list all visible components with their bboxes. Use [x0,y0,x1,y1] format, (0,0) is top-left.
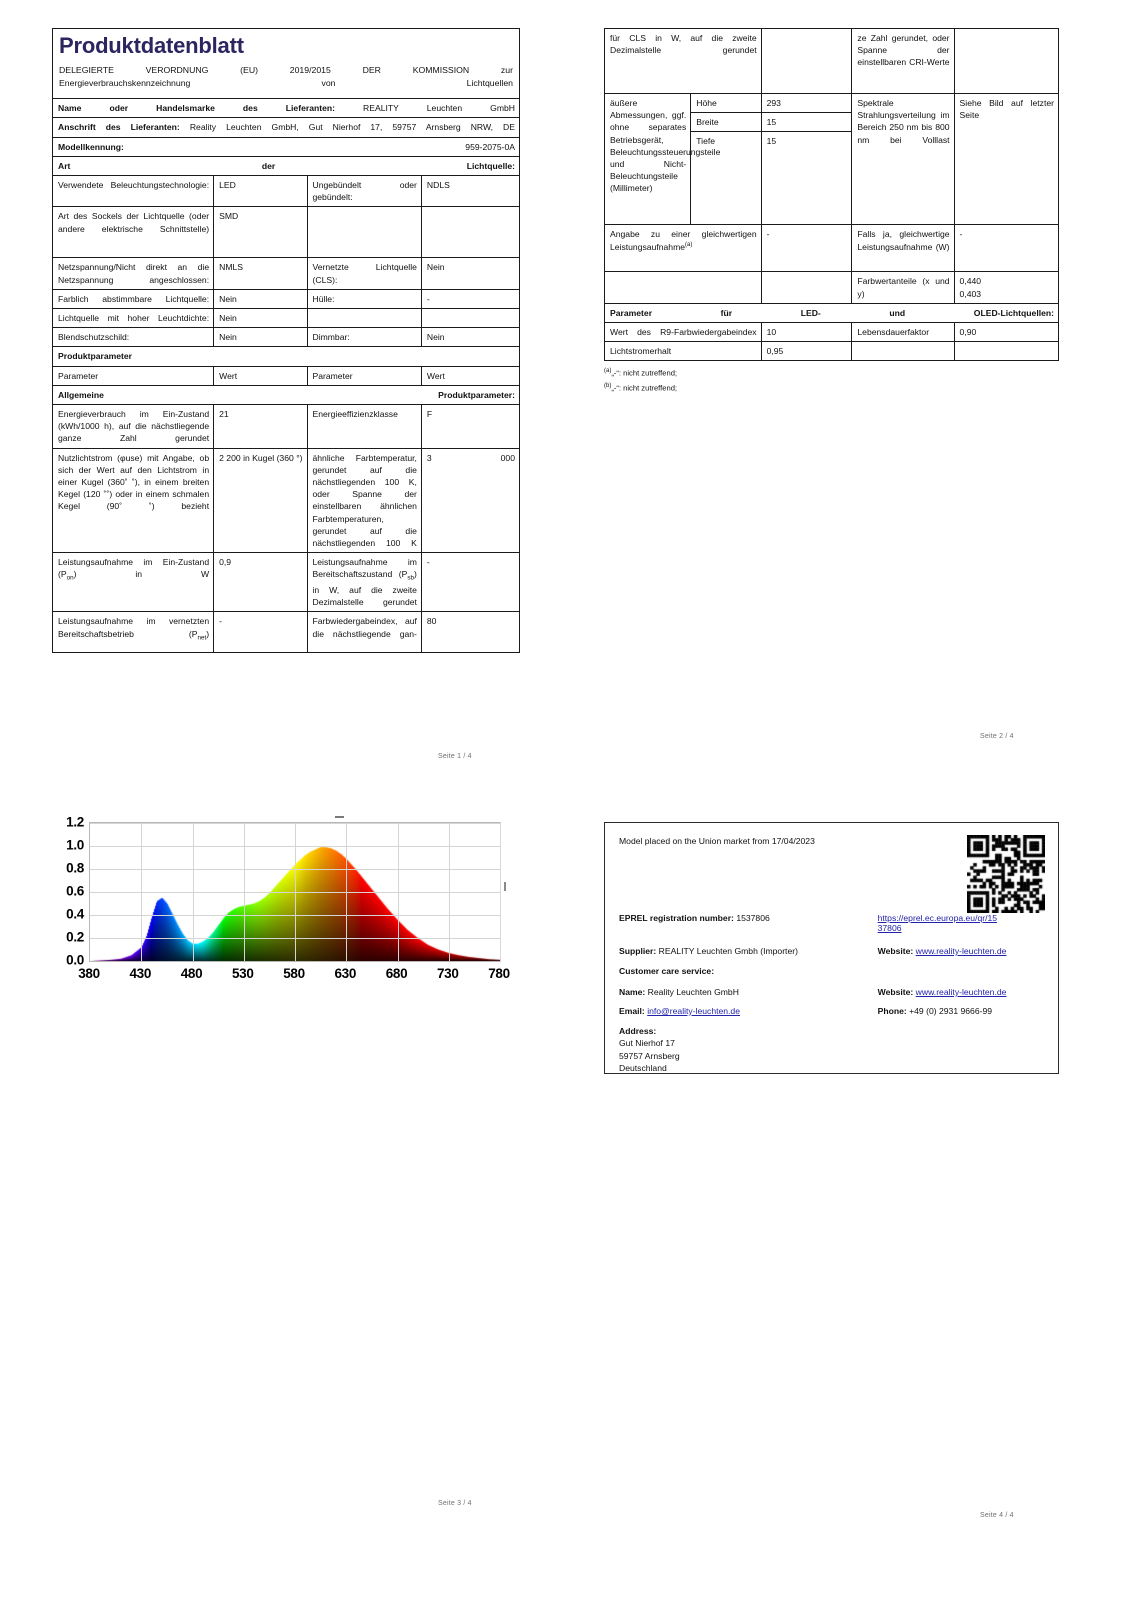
param-label: Nutzlichtstrom (φuse) mit Angabe, ob sich der Wert auf den Lichtstrom in einer Kugel (360˚ ˚), in einem breiten Kegel (120 ˚˚) oder in einem schmalen Kegel (90˚ ˚) bezieht [53,448,214,553]
product-datasheet-table-page1 [52,28,520,653]
dimension-name: Tiefe [691,132,761,225]
param-label: Dimmbar: [307,328,421,347]
table-row [53,612,520,653]
param-value: NDLS [421,175,519,206]
table-row-header [53,29,520,99]
name-group [619,987,878,997]
table-row [53,289,520,308]
param-label: Art des Sockels der Lichtquelle (oder andere elektrische Schnittstelle) [53,207,214,258]
table-row [605,94,1059,113]
param-label: Lichtquelle mit hoher Leuchtdichte: [53,308,214,327]
table-row [53,328,520,347]
table-row [605,323,1059,342]
document-subtitle [59,64,513,90]
x-axis-tick-label: 530 [231,966,254,981]
page-3 [52,812,520,1507]
dimension-value: 15 [761,132,852,225]
param-label: Energieeffizienzklasse [307,404,421,448]
subtitle-line-2: Energieverbrauchskennzeichnung von Lichtquellen [59,78,513,89]
table-row [53,207,520,258]
param-value-empty [761,272,852,303]
table-row-lightsource-header [53,156,520,175]
table-row-address [53,118,520,137]
param-value [421,308,519,327]
subtitle-line-1: DELEGIERTE VERORDNUNG (EU) 2019/2015 DER KOMMISSION zur [59,65,513,75]
param-label: Lebensdauerfaktor [852,323,954,342]
param-value: Nein [214,308,307,327]
section-allgemeine-produktparameter: Allgemeine Produktparameter: [53,385,520,404]
address-label: Anschrift des Lieferanten: [58,122,180,133]
footnote-b-marker: (b) [604,383,612,390]
param-value: 80 [421,612,519,653]
param-label: Verwendete Beleuchtungstechnologie: [53,175,214,206]
param-value [421,207,519,258]
dimension-value: 15 [761,113,852,132]
supplier-row [53,99,520,118]
param-value: NMLS [214,258,307,289]
param-value: Nein [214,289,307,308]
param-value: - [954,225,1058,272]
footnote-a [604,366,1059,381]
x-axis-tick-label: 780 [488,966,510,981]
model-label: Modellkennung: [58,141,124,152]
eprel-label: EPREL registration number: [619,912,734,923]
supplier-label: Supplier: [619,945,657,956]
table-row [53,258,520,289]
page-footer: Seite 2 / 4 [980,733,1014,740]
table-row-section [605,303,1059,322]
gridline-horizontal [90,869,500,870]
x-axis-tick-label: 480 [180,966,203,981]
gridline-horizontal [90,938,500,939]
param-label: Falls ja, gleichwertige Leistungsaufnahme (W) [852,225,954,272]
gridline-vertical [500,823,501,961]
section-produktparameter: Produktparameter [53,347,520,366]
param-value: Nein [214,328,307,347]
param-label: Energieverbrauch im Ein-Zustand (kWh/1000 h), auf die nächstliegende ganze Zahl gerundet [53,404,214,448]
table-row [53,404,520,448]
param-value: LED [214,175,307,206]
supplier-label: Name oder Handelsmarke des Lieferanten: [58,103,335,114]
chromaticity-x: 0,440 [959,276,982,287]
supplier-group [619,946,878,956]
model-value: 959-2075-0A [465,141,515,152]
email-label: Email: [619,1005,645,1016]
table-row-section [53,347,520,366]
param-label [307,308,421,327]
website-group [878,946,1044,956]
table-row [53,175,520,206]
param-value [761,29,852,94]
param-label [852,342,954,361]
param-value: 0,95 [761,342,852,361]
chromaticity-y: 0,403 [959,288,982,299]
param-value: Siehe Bild auf letzter Seite [954,94,1058,225]
param-label: Farbwiedergabeindex, auf die nächstliegende gan- [307,612,421,653]
x-axis-tick-label: 630 [334,966,357,981]
email-value[interactable]: info@reality-leuchten.de [647,1005,740,1016]
param-label: Blendschutzschild: [53,328,214,347]
table-row [53,308,520,327]
document-header-cell [53,29,520,99]
phone-label: Phone: [877,1005,907,1016]
param-label: ze Zahl gerundet, oder Spanne der einstellbaren CRI-Werte [852,29,954,94]
param-value: 2 200 in Kugel (360 °) [214,448,307,553]
param-label: für CLS in W, auf die zweite Dezimalstelle gerundet [605,29,762,94]
param-value: - [761,225,852,272]
dimensions-label: äußere Abmessungen, ggf. ohne separates Betriebsgerät, Beleuchtungssteuerungsteile und Nicht-Beleuchtungsteile (Millimeter) [605,94,691,225]
table-row [53,448,520,553]
customer-care-heading [619,965,1044,978]
param-label: Farbwertanteile (x und y) [852,272,954,303]
page-footer: Seite 3 / 4 [438,1500,472,1507]
page-2 [604,28,1059,740]
param-label: Leistungsaufnahme im Ein-Zustand $(P_{on})$ in W [53,553,214,612]
address-group [619,1025,1044,1075]
eprel-value: 1537806 [736,912,770,923]
param-value: 3 000 [421,448,519,553]
table-row-supplier [53,99,520,118]
address-row [53,118,520,137]
param-value: - [421,553,519,612]
param-label: Farblich abstimmbare Lichtquelle: [53,289,214,308]
website-value-2[interactable]: www.reality-leuchten.de [915,986,1007,997]
equivalent-power-label: Angabe zu einer gleichwertigen Leistungsaufnahme [610,229,757,252]
param-label: Ungebündelt oder gebündelt: [307,175,421,206]
param-value: 10 [761,323,852,342]
x-axis-tick-label: 580 [283,966,305,981]
section-led-parameter: Parameter für LED- und OLED-Lichtquellen: [605,303,1059,322]
param-value: 0,9 [214,553,307,612]
page-footer: Seite 1 / 4 [438,753,472,760]
param-value: 21 [214,404,307,448]
address-label: Address: [619,1025,657,1036]
y-axis-tick-label: 0.2 [66,929,84,945]
y-axis-tick-label: 0.8 [66,860,84,876]
param-value: - [421,289,519,308]
x-axis-tick-label: 380 [78,966,100,981]
page-footer: Seite 4 / 4 [980,1512,1014,1519]
param-value [954,342,1058,361]
y-axis-tick-label: 0.4 [66,906,84,922]
param-label-empty [605,272,762,303]
gridline-horizontal [90,915,500,916]
right-axis-tick [504,882,506,891]
website-group-2 [878,987,1044,997]
email-group [619,1006,878,1016]
address-value: Reality Leuchten GmbH, Gut Nierhof 17, 59757 Arnsberg NRW, DE [189,122,515,133]
supplier-value: REALITY Leuchten GmbH [363,103,515,114]
eprel-registration-group [619,913,878,933]
eprel-info-box [604,822,1059,1074]
product-datasheet-table-page2 [604,28,1059,361]
spectral-power-distribution-chart [52,812,510,987]
param-label: Hülle: [307,289,421,308]
param-label: Wert des R9-Farbwiedergabeindex [605,323,762,342]
eprel-link-line-2[interactable]: 37806 [877,922,902,933]
column-header-parameter: Parameter [53,366,214,385]
param-label: Leistungsaufnahme im vernetzten Bereitschaftsbetrieb $(P_{net})$ [53,612,214,653]
y-axis-tick-label: 1.2 [66,814,84,830]
page-4 [604,822,1059,1519]
param-value: SMD [214,207,307,258]
qr-code-icon [967,835,1045,913]
x-axis-tick-label: 680 [385,966,408,981]
table-row-model [53,137,520,156]
dimension-name: Breite [691,113,761,132]
phone-value: +49 (0) 2931 9666-99 [909,1005,993,1016]
column-header-parameter: Parameter [307,366,421,385]
table-row [605,272,1059,303]
market-placement-line: Model placed on the Union market from 17/04/2023 [619,836,815,846]
website-value[interactable]: www.reality-leuchten.de [915,945,1007,956]
page-1 [52,28,520,760]
table-row-columns [53,366,520,385]
column-header-wert: Wert [421,366,519,385]
model-row [53,137,520,156]
chart-plot-area [89,822,501,962]
website-label-2: Website: [877,986,914,997]
param-value [954,29,1058,94]
x-axis-tick-label: 730 [436,966,459,981]
footnote-a-marker: (a) [604,368,612,375]
param-value: - [214,612,307,653]
footnote-marker-a: (a) [685,241,693,248]
gridline-horizontal [90,892,500,893]
gridline-horizontal [90,846,500,847]
param-value [954,272,1058,303]
phone-group [878,1006,1044,1016]
lightsource-header: Art der Lichtquelle: [53,156,520,175]
param-label: Leistungsaufnahme im Bereitschaftszustand $(P_{sb})$ in W, auf die zweite Dezimalstelle gerundet [307,553,421,612]
param-label: Lichtstromerhalt [605,342,762,361]
param-value: 0,90 [954,323,1058,342]
footnotes [604,366,1059,396]
footnote-b [604,381,1059,396]
y-axis-tick-label: 0.6 [66,883,84,899]
footnote-b-text: „-“: nicht zutreffend; [611,383,678,393]
x-axis-tick-label: 430 [129,966,152,981]
table-row [605,29,1059,94]
gridline-horizontal [90,823,500,824]
table-row [605,342,1059,361]
column-header-wert: Wert [214,366,307,385]
address-line-3: Deutschland [619,1063,667,1074]
website-label: Website: [877,945,914,956]
footnote-a-text: „-“: nicht zutreffend; [611,368,678,378]
name-value: Reality Leuchten GmbH [647,986,739,997]
dimension-value: 293 [761,94,852,113]
table-row [605,225,1059,272]
param-value: F [421,404,519,448]
legend-dash-icon [335,816,344,818]
param-label: Spektrale Strahlungsverteilung im Bereich 250 nm bis 800 nm bei Volllast [852,94,954,225]
param-label: ähnliche Farbtemperatur, gerundet auf die nächstliegenden 100 K, oder Spanne der einstellbaren ähnlichen Farbtemperaturen, gerundet auf die nächstliegenden 100 K [307,448,421,553]
page-title: Produktdatenblatt [59,33,244,58]
table-row-section [53,385,520,404]
customer-care-label: Customer care service: [619,965,715,976]
param-label: Vernetzte Lichtquelle (CLS): [307,258,421,289]
y-axis-tick-label: 0.0 [66,952,84,968]
param-value: Nein [421,328,519,347]
param-label [605,225,762,272]
param-label [307,207,421,258]
eprel-link-line-1[interactable]: https://eprel.ec.europa.eu/qr/15 [877,912,998,923]
table-row [53,553,520,612]
dimension-name: Höhe [691,94,761,113]
eprel-link-group[interactable] [878,913,1044,933]
param-value: Nein [421,258,519,289]
name-label: Name: [619,986,646,997]
param-label: Netzspannung/Nicht direkt an die Netzspannung angeschlossen: [53,258,214,289]
y-axis-tick-label: 1.0 [66,837,84,853]
address-line-2: 59757 Arnsberg [619,1050,680,1061]
address-line-1: Gut Nierhof 17 [619,1038,675,1049]
supplier-value: REALITY Leuchten Gmbh (Importer) [658,945,798,956]
